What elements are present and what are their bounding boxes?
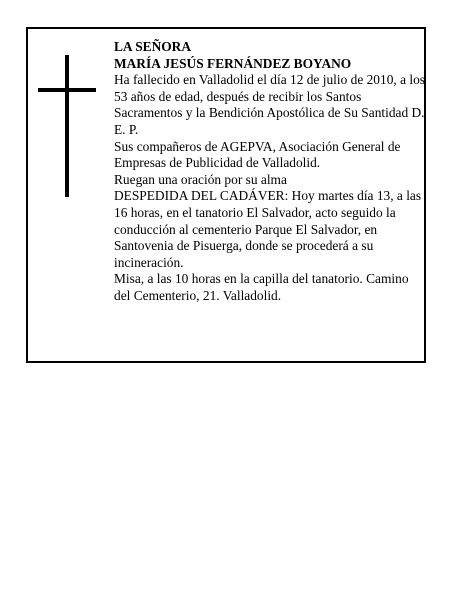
death-announcement: Ha fallecido en Valladolid el día 12 de julio de 2010, a los 53 años de edad, después de recibir los Santos Sacramentos y la Bendición Apostólica de Su Santidad D. E. P. — [114, 72, 426, 137]
cross-horizontal-bar — [38, 88, 96, 92]
prayer-request: Ruegan una oración por su alma — [114, 171, 287, 187]
obituary-text — [114, 39, 426, 305]
association-tribute: Sus compañeros de AGEPVA, Asociación General de Empresas de Publicidad de Valladolid. — [114, 138, 401, 171]
latin-cross-icon — [38, 55, 96, 197]
deceased-name: MARÍA JESÚS FERNÁNDEZ BOYANO — [114, 55, 352, 71]
funeral-details: DESPEDIDA DEL CADÁVER: Hoy martes día 13, a las 16 horas, en el tanatorio El Salvador, acto seguido la conducción al cementerio Parque El Salvador, en Santovenia de Pisuerga, donde se procederá a su incineración. — [114, 188, 422, 270]
mass-details: Misa, a las 10 horas en la capilla del tanatorio. Camino del Cementerio, 21. Valladolid. — [114, 271, 409, 303]
cross-vertical-bar — [65, 55, 69, 197]
notice-heading: LA SEÑORA — [114, 39, 192, 54]
